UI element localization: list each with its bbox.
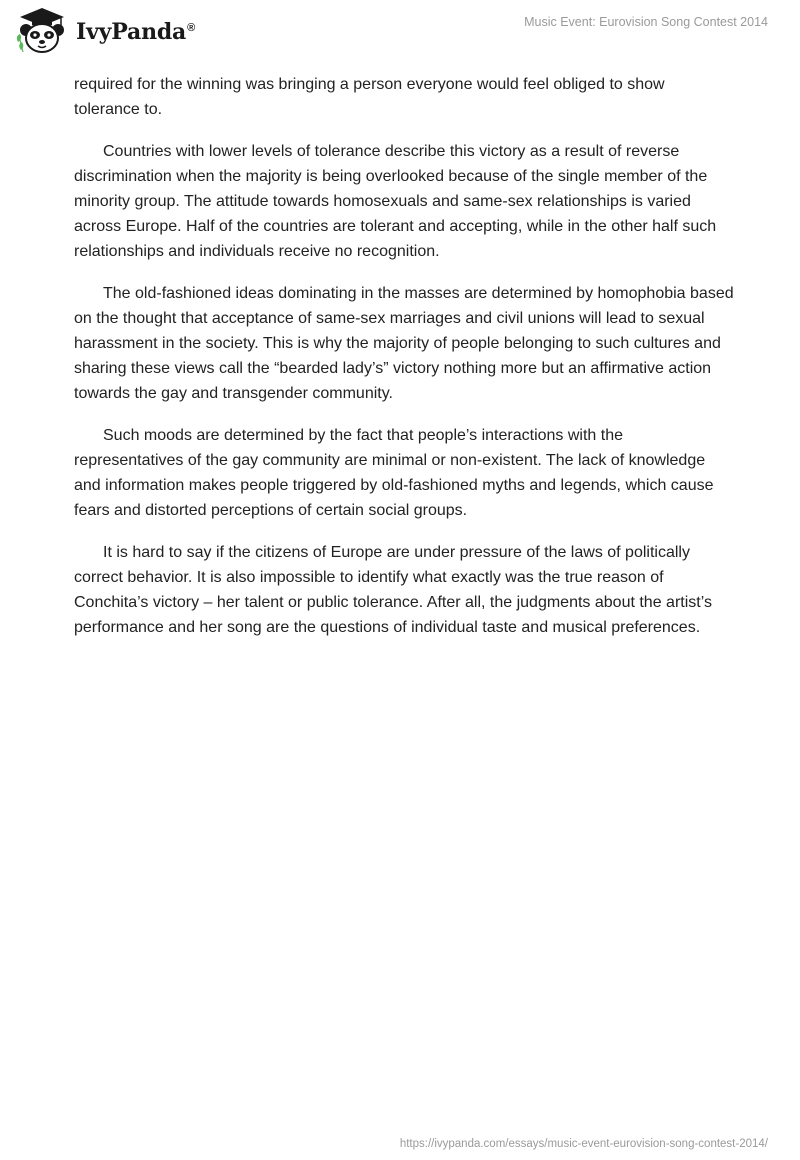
document-title: Music Event: Eurovision Song Contest 2014 <box>524 15 768 29</box>
source-url[interactable]: https://ivypanda.com/essays/music-event-eurovision-song-contest-2014/ <box>399 1138 768 1150</box>
page-header <box>0 0 800 70</box>
logo-text: IvyPanda® <box>76 19 196 45</box>
ivypanda-logo[interactable] <box>14 6 195 54</box>
paragraph: Countries with lower levels of tolerance describe this victory as a result of reverse discrimination when the majority is being overlooked because of the single member of the minority group. The attitude towards homosexuals and same-sex relationships is varied across Europe. Half of the countries are tolerant and accepting, while in the other half such relationships and individuals receive no recognition. <box>74 143 717 260</box>
registered-mark: ® <box>187 21 196 34</box>
panda-logo-icon <box>14 6 70 54</box>
paragraph: Such moods are determined by the fact that people’s interactions with the representatives of the gay community are minimal or non-existent. The lack of knowledge and information makes people triggered by old-fashioned myths and legends, which cause fears and distorted perceptions of certain social groups. <box>74 427 714 519</box>
paragraph-continuation: required for the winning was bringing a person everyone would feel obliged to show tolerance to. <box>74 76 665 118</box>
essay-body <box>74 72 734 657</box>
paragraph: The old-fashioned ideas dominating in the masses are determined by homophobia based on the thought that acceptance of same-sex marriages and civil unions will lead to sexual harassment in the society. This is why the majority of people belonging to such cultures and sharing these views call the “bearded lady’s” victory nothing more but an affirmative action towards the gay and transgender community. <box>74 285 734 402</box>
paragraph: It is hard to say if the citizens of Europe are under pressure of the laws of politically correct behavior. It is also impossible to identify what exactly was the true reason of Conchita’s victory – her talent or public tolerance. After all, the judgments about the artist’s performance and her song are the questions of individual taste and musical preferences. <box>74 544 712 636</box>
